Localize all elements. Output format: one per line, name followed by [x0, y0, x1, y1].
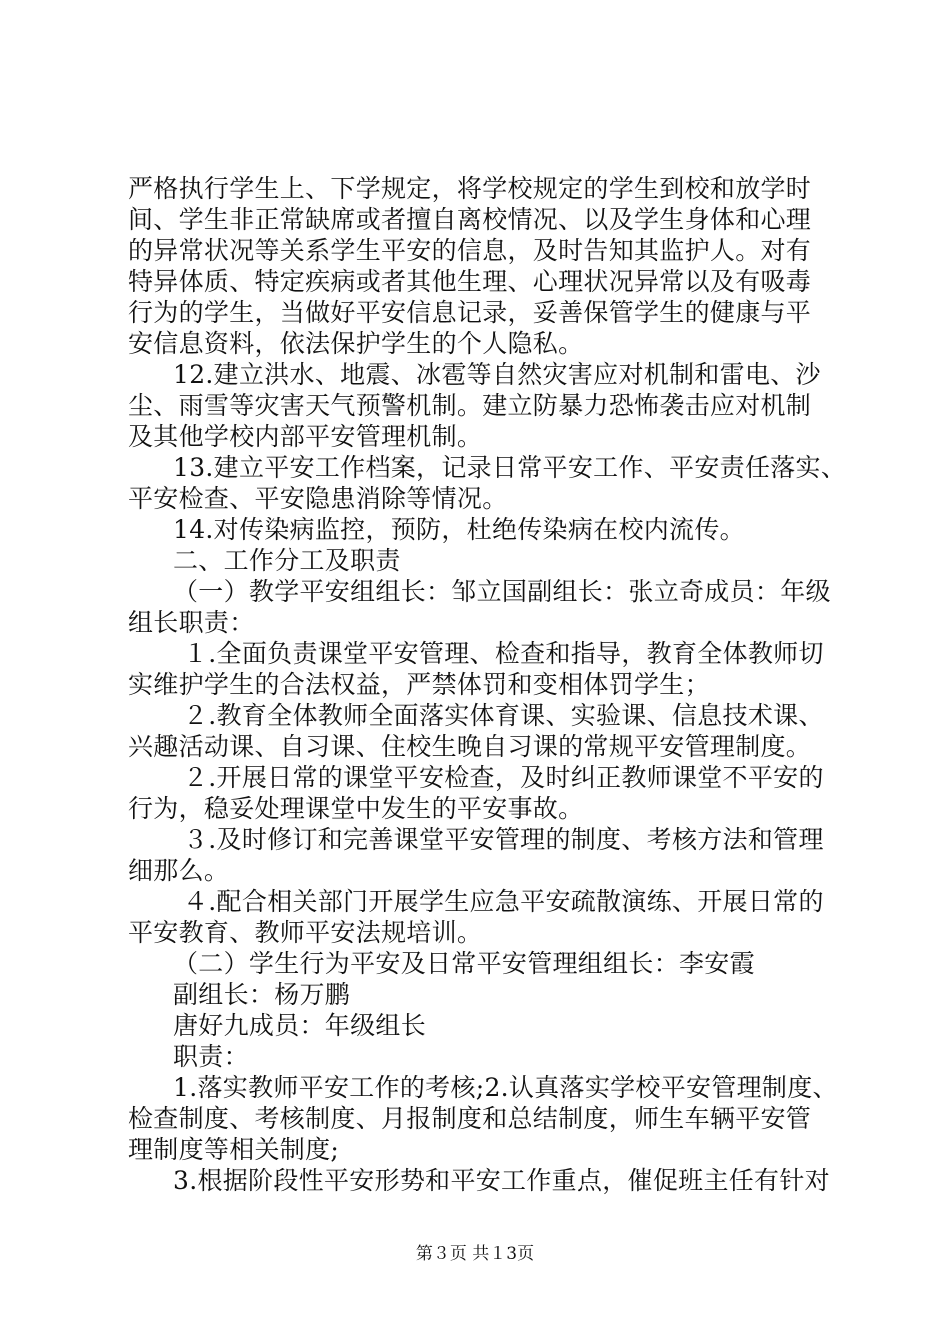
text-line: 1.落实教师平安工作的考核;2.认真落实学校平安管理制度、 — [173, 1073, 838, 1102]
text-line: 严格执行学生上、下学规定，将学校规定的学生到校和放学时 — [128, 174, 812, 203]
text-line: 平安检查、平安隐患消除等情况。 — [128, 484, 508, 513]
text-line: 间、学生非正常缺席或者擅自离校情况、以及学生身体和心理 — [128, 205, 812, 234]
text-line: 唐好九成员：年级组长 — [173, 1011, 427, 1040]
text-line: 的异常状况等关系学生平安的信息，及时告知其监护人。对有 — [128, 236, 812, 265]
text-line: １.全面负责课堂平安管理、检查和指导，教育全体教师切 — [183, 639, 824, 668]
section-heading: 二、工作分工及职责 — [173, 546, 401, 575]
text-line: 理制度等相关制度; — [128, 1135, 340, 1164]
text-line: 检查制度、考核制度、月报制度和总结制度，师生车辆平安管 — [128, 1104, 812, 1133]
text-line: 安信息资料，依法保护学生的个人隐私。 — [128, 329, 584, 358]
document-body — [128, 173, 847, 1196]
subsection-heading: （二）学生行为平安及日常平安管理组组长：李安霞 — [173, 949, 755, 978]
text-line: ２.开展日常的课堂平安检查，及时纠正教师课堂不平安的 — [183, 763, 824, 792]
text-line: ２.教育全体教师全面落实体育课、实验课、信息技术课、 — [183, 701, 824, 730]
text-line: 13.建立平安工作档案，记录日常平安工作、平安责任落实、 — [173, 453, 847, 482]
text-line: 职责： — [173, 1042, 249, 1071]
text-line: 实维护学生的合法权益，严禁体罚和变相体罚学生； — [128, 670, 710, 699]
text-line: 14.对传染病监控，预防，杜绝传染病在校内流传。 — [173, 515, 745, 544]
subsection-heading: （一）教学平安组组长：邹立国副组长：张立奇成员：年级 — [173, 577, 831, 606]
text-line: 尘、雨雪等灾害天气预警机制。建立防暴力恐怖袭击应对机制 — [128, 391, 812, 420]
text-line: 兴趣活动课、自习课、住校生晚自习课的常规平安管理制度。 — [128, 732, 812, 761]
text-line: 12.建立洪水、地震、冰雹等自然灾害应对机制和雷电、沙 — [173, 360, 821, 389]
text-line: 3.根据阶段性平安形势和平安工作重点，催促班主任有针对 — [173, 1166, 830, 1195]
text-line: 行为的学生，当做好平安信息记录，妥善保管学生的健康与平 — [128, 298, 812, 327]
text-line: 特异体质、特定疾病或者其他生理、心理状况异常以及有吸毒 — [128, 267, 812, 296]
text-line: ４.配合相关部门开展学生应急平安疏散演练、开展日常的 — [183, 887, 824, 916]
text-line: 行为，稳妥处理课堂中发生的平安事故。 — [128, 794, 584, 823]
text-line: 平安教育、教师平安法规培训。 — [128, 918, 483, 947]
text-line: 组长职责： — [128, 608, 255, 637]
text-line: ３.及时修订和完善课堂平安管理的制度、考核方法和管理 — [183, 825, 824, 854]
text-line: 细那么。 — [128, 856, 230, 885]
text-line: 及其他学校内部平安管理机制。 — [128, 422, 483, 451]
page-footer: 第３页 共１3页 — [415, 1244, 535, 1264]
text-line: 副组长：杨万鹏 — [173, 980, 351, 1009]
